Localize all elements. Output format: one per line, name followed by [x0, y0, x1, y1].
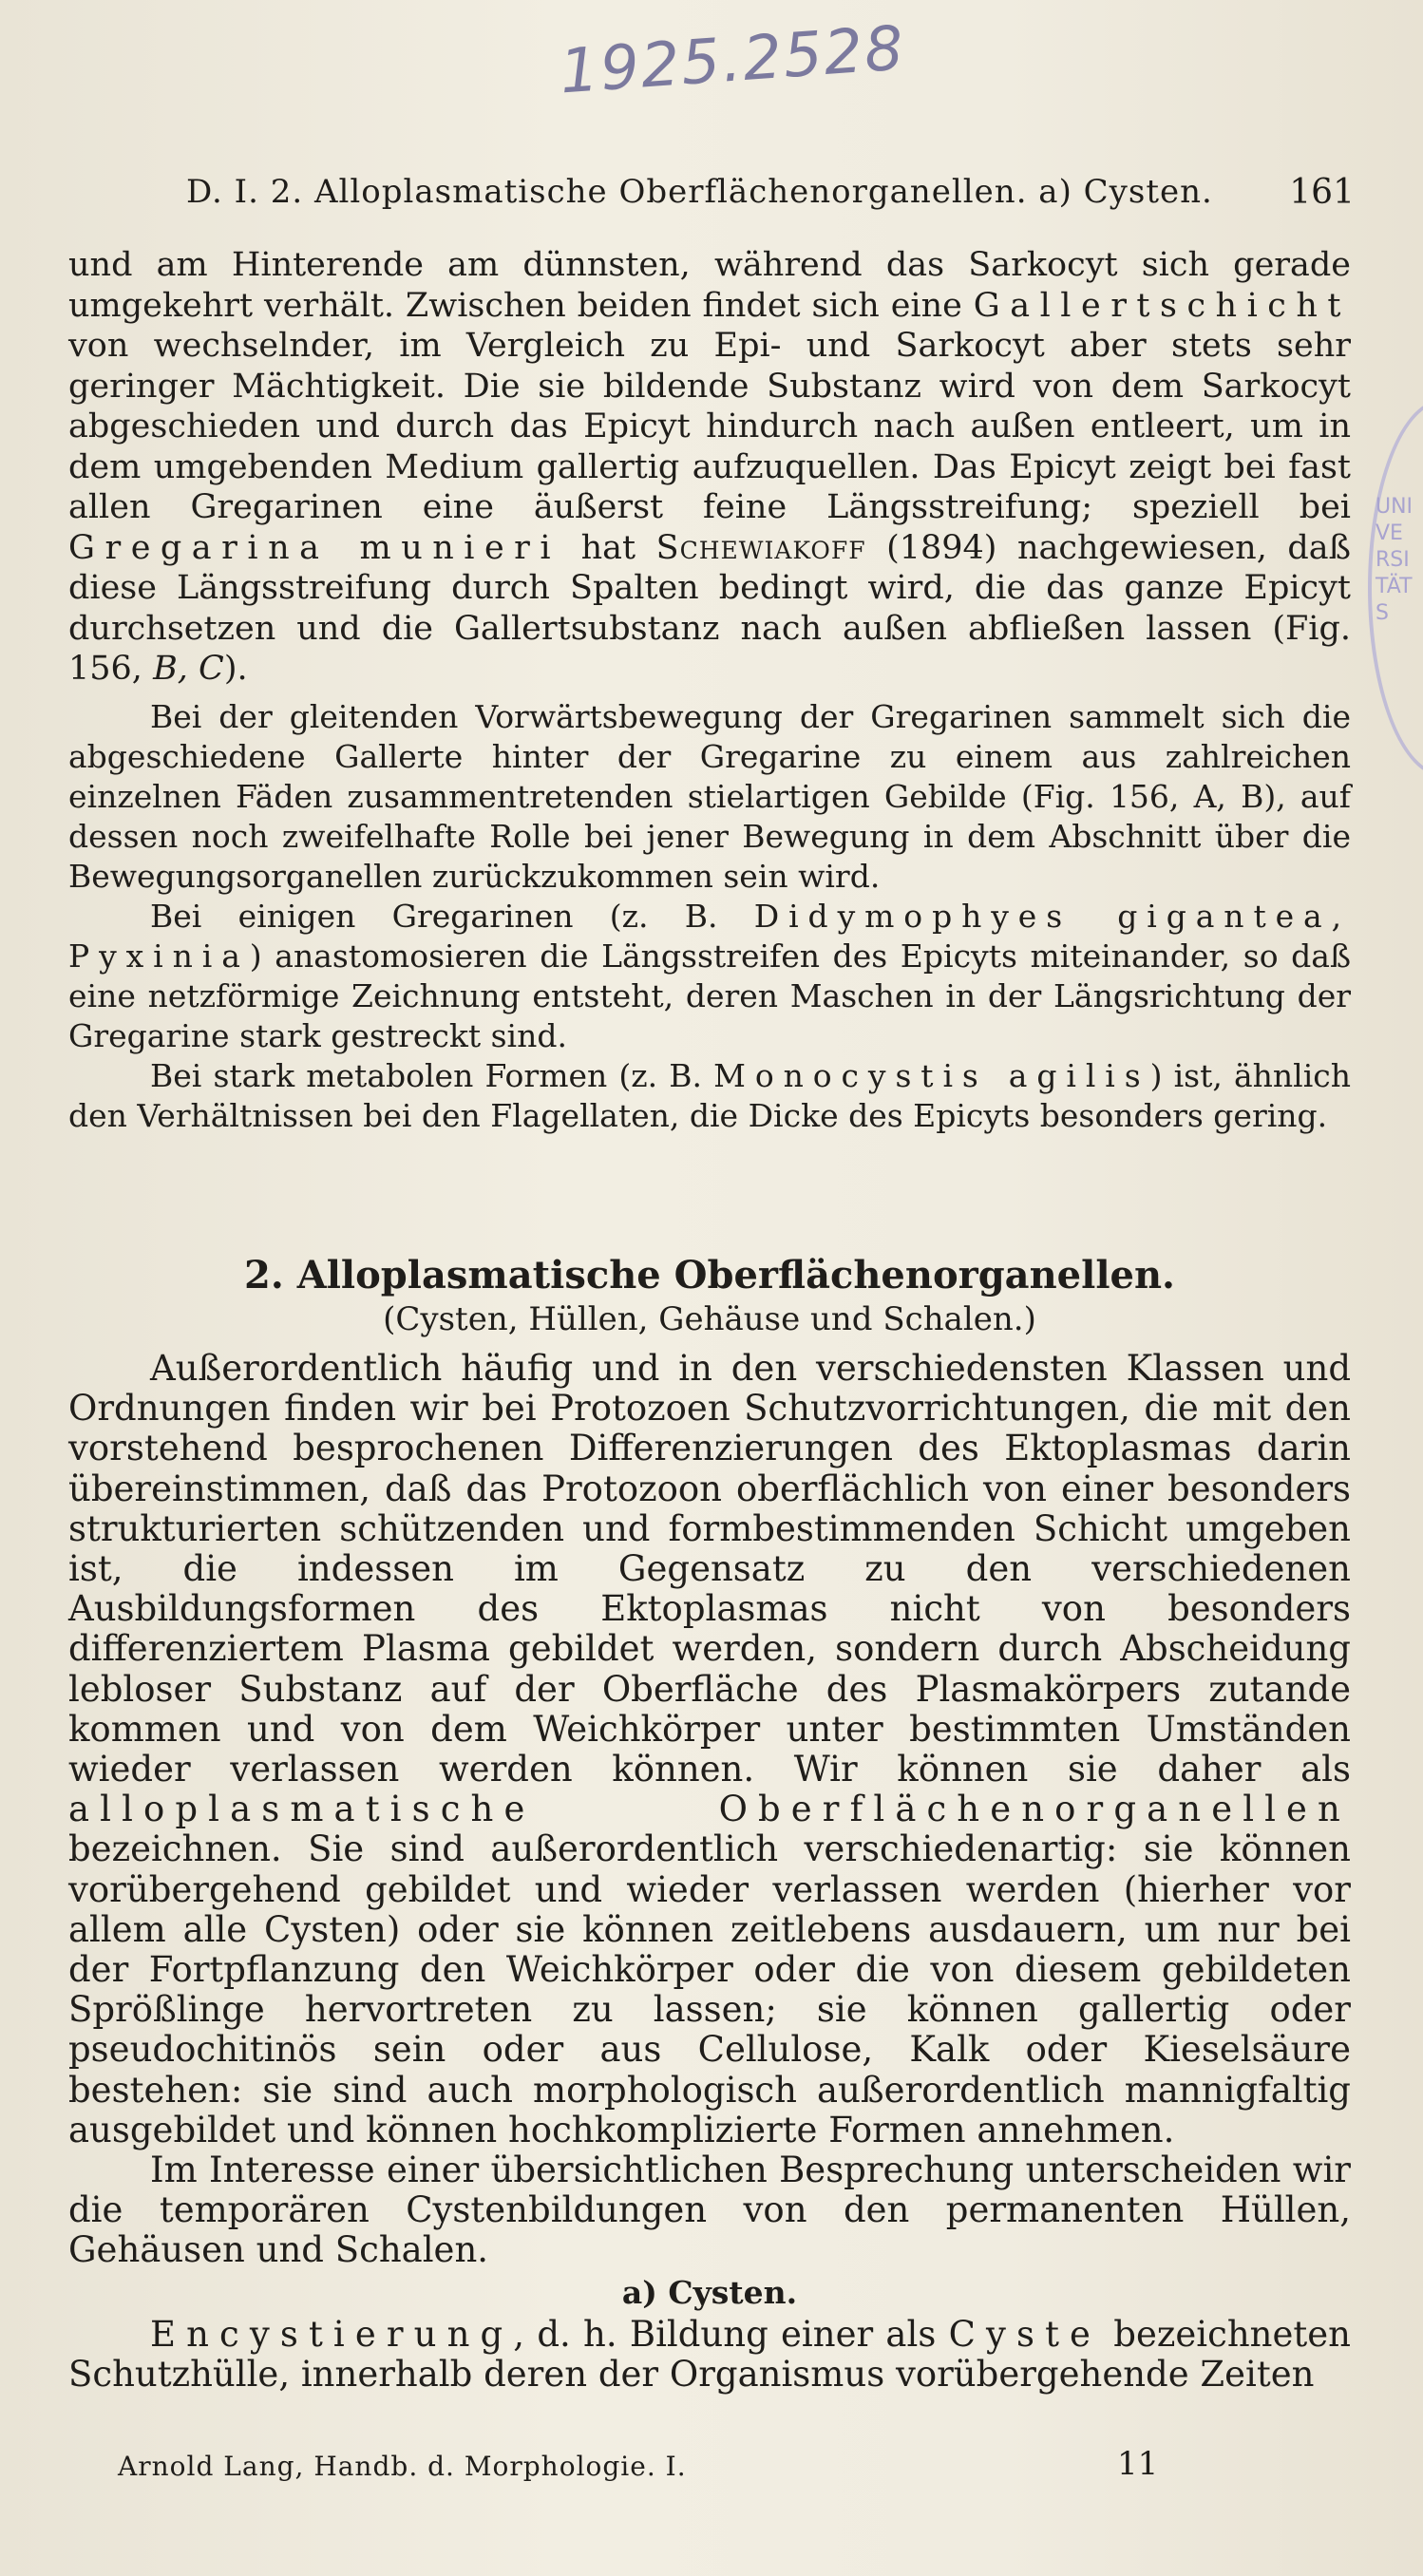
upper-text-block [68, 245, 1351, 1136]
paragraph-anastomosieren: Bei einigen Gregarinen (z. B. Didymophyes gigantea, Pyxinia) anastomosieren die Längsstreifen des Epicyts miteinander, so daß eine netzförmige Zeichnung entsteht, deren Maschen in der Längsrichtung der Gregarine stark gestreckt sind. [68, 897, 1351, 1054]
handwritten-accession-number: 1925.2528 [557, 13, 908, 108]
author-name: Schewiakoff [655, 528, 866, 567]
subheading-cysten: a) Cysten. [621, 2273, 798, 2311]
running-head-title: D. I. 2. Alloplasmatische Oberflächenorganellen. a) Cysten. [186, 173, 1213, 211]
running-head [186, 173, 1355, 218]
page-footer [118, 2445, 1163, 2487]
footer-citation: Arnold Lang, Handb. d. Morphologie. I. [118, 2451, 687, 2482]
paragraph-alloplasmatische: Außerordentlich häufig und in den verschiedensten Klassen und Ordnungen finden wir bei Protozoen Schutzvorrichtungen, die mit den vorstehend besprochenen Differenzierungen des Ektoplasmas darin übereinstimmen, daß das Protozoon oberflächlich von einer besonders strukturierten schützenden und formbestimmenden Schicht umgeben ist, die indessen im Gegensatz zu den verschiedenen Ausbildungsformen des Ektoplasmas nicht von besonders differenziertem Plasma gebildet werden, sondern durch Abscheidung lebloser Substanz auf der Oberfläche des Plasmakörpers zutande kommen und von dem Weichkörper unter bestimmten Umständen wieder verlassen werden können. Wir können sie daher als alloplasmatische Oberflächenorganellen bezeichnen. Sie sind außerordentlich verschiedenartig: sie können vorübergehend gebildet und wieder verlassen werden (hierher vor allem alle Cysten) oder sie können zeitlebens ausdauern, um nur bei der Fortpflanzung den Weichkörper oder die von diesem gebildeten Sprößlinge hervortreten zu lassen; sie können gallertig oder pseudochitinös sein oder aus Cellulose, Kalk oder Kieselsäure bestehen: sie sind auch morphologisch außerordentlich mannigfaltig ausgebildet und können hochkomplizierte Formen annehmen. [68, 1348, 1351, 2150]
page-number: 161 [1289, 173, 1355, 212]
library-stamp-text: UNIVERSITÄTS [1376, 495, 1414, 625]
lower-text-block [68, 1252, 1351, 2395]
paragraph-gleitende-bewegung: Bei der gleitenden Vorwärtsbewegung der Gregarinen sammelt sich die abgeschiedene Gallerte hinter der Gregarine zu einem aus zahlreichen einzelnen Fäden zusammentretenden stielartigen Gebilde (Fig. 156, A, B), auf dessen noch zweifelhafte Rolle bei jener Bewegung in dem Abschnitt über die Bewegungsorganellen zurückzukommen sein wird. [68, 697, 1351, 895]
paragraph-interesse: Im Interesse einer übersichtlichen Besprechung unterscheiden wir die temporären Cystenbildungen von den permanenten Hüllen, Gehäusen und Schalen. [68, 2150, 1351, 2271]
section-subtitle: (Cysten, Hüllen, Gehäuse und Schalen.) [383, 1300, 1036, 1338]
paragraph-gallertschicht: und am Hinterende am dünnsten, während das Sarkocyt sich gerade umgekehrt verhält. Zwischen beiden findet sich eine Gallertschicht von wechselnder, im Vergleich zu Epi- und Sarkocyt aber stets sehr geringer Mächtigkeit. Die sie bildende Substanz wird von dem Sarkocyt abgeschieden und durch das Epicyt hindurch nach außen entleert, um in dem umgebenden Medium gallertig aufzuquellen. Das Epicyt zeigt bei fast allen Gregarinen eine äußerst feine Längsstreifung; speziell bei Gregarina munieri hat Schewiakoff (1894) nachgewiesen, daß diese Längsstreifung durch Spalten bedingt wird, die das ganze Epicyt durchsetzen und die Gallertsubstanz nach außen abfließen lassen (Fig. 156, B, C). [68, 246, 1351, 688]
section-title: 2. Alloplasmatische Oberflächenorganellen. [244, 1253, 1175, 1297]
paragraph-encystierung: Encystierung, d. h. Bildung einer als Cyste bezeichneten Schutzhülle, innerhalb deren der Organismus vorübergehende Zeiten [68, 2313, 1351, 2395]
paragraph-metabole-formen: Bei stark metabolen Formen (z. B. Monocystis agilis) ist, ähnlich den Verhältnissen bei den Flagellaten, die Dicke des Epicyts besonders gering. [68, 1056, 1351, 1134]
signature-number: 11 [1117, 2445, 1159, 2483]
